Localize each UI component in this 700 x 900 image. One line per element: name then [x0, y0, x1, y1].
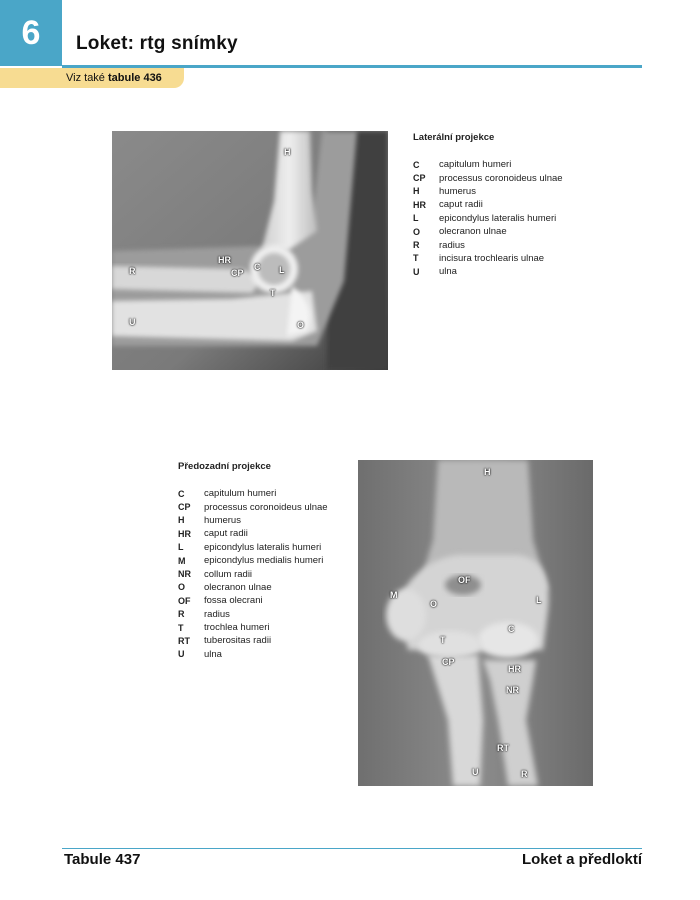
legend-description: radius	[204, 608, 230, 620]
legend-description: incisura trochlearis ulnae	[439, 252, 545, 264]
legend-row	[178, 594, 328, 607]
legend-description: fossa olecrani	[204, 595, 263, 607]
label-HR: HR	[218, 255, 231, 265]
legend-abbreviation: C	[178, 488, 185, 499]
legend-abbreviation: HR	[413, 199, 426, 210]
legend-description: processus coronoideus ulnae	[439, 172, 563, 184]
label-U: U	[472, 767, 479, 777]
legend-abbreviation: RT	[178, 635, 190, 646]
label-NR: NR	[506, 685, 519, 695]
label-OF: OF	[458, 575, 471, 585]
legend-abbreviation: OF	[178, 595, 191, 606]
label-L: L	[279, 265, 285, 275]
legend-description: humerus	[204, 514, 241, 526]
legend-abbreviation: O	[413, 226, 421, 237]
footer-divider	[62, 848, 642, 849]
legend-abbreviation: L	[178, 542, 184, 553]
section-title: Loket a předloktí	[521, 851, 642, 868]
legend-abbreviation: H	[413, 186, 420, 197]
ap-legend	[178, 461, 328, 661]
label-L: L	[536, 595, 542, 605]
legend-description: humerus	[439, 185, 476, 197]
label-R: R	[129, 266, 136, 276]
legend-description: trochlea humeri	[204, 622, 270, 634]
legend-description: caput radii	[439, 199, 483, 211]
label-H: H	[284, 147, 291, 157]
legend-description: epicondylus lateralis humeri	[204, 541, 322, 553]
lateral-legend	[413, 132, 563, 279]
legend-row	[178, 527, 328, 540]
legend-abbreviation: R	[413, 240, 420, 251]
legend-abbreviation: U	[178, 649, 185, 660]
see-also-reference[interactable]: tabule 436	[108, 72, 162, 84]
legend-row	[178, 541, 328, 554]
label-O: O	[430, 599, 438, 609]
legend-row	[178, 581, 328, 594]
see-also-prefix: Viz také	[66, 72, 105, 84]
legend-description: ulna	[204, 648, 222, 660]
legend-description: olecranon ulnae	[439, 226, 507, 238]
legend-row	[413, 198, 563, 211]
legend-row	[413, 265, 563, 278]
legend-abbreviation: NR	[178, 569, 191, 580]
legend-abbreviation: O	[178, 582, 186, 593]
legend-row	[413, 171, 563, 184]
legend-abbreviation: T	[178, 622, 184, 633]
ap-xray-image	[358, 460, 593, 786]
lateral-xray-graphic	[112, 131, 388, 370]
label-H: H	[484, 467, 491, 477]
legend-description: processus coronoideus ulnae	[204, 501, 328, 513]
label-T: T	[440, 635, 446, 645]
legend-abbreviation: C	[413, 159, 420, 170]
legend-abbreviation: R	[178, 609, 185, 620]
legend-row	[413, 212, 563, 225]
legend-row	[178, 608, 328, 621]
ap-xray-graphic	[358, 460, 593, 786]
legend-description: tuberositas radii	[204, 635, 272, 647]
lateral-legend-title: Laterální projekce	[413, 132, 495, 143]
label-M: M	[390, 590, 398, 600]
legend-abbreviation: CP	[413, 173, 426, 184]
legend-description: radius	[439, 239, 465, 251]
legend-description: capitulum humeri	[439, 159, 512, 171]
legend-abbreviation: H	[178, 515, 185, 526]
lateral-xray-image	[112, 131, 388, 370]
legend-row	[178, 621, 328, 634]
legend-description: epicondylus lateralis humeri	[439, 212, 557, 224]
see-also-tab[interactable]	[0, 68, 184, 88]
legend-description: caput radii	[204, 528, 248, 540]
legend-row	[178, 567, 328, 580]
legend-description: epicondylus medialis humeri	[204, 555, 324, 567]
label-C: C	[254, 262, 261, 272]
legend-row	[178, 514, 328, 527]
legend-abbreviation: U	[413, 266, 420, 277]
legend-description: olecranon ulnae	[204, 581, 272, 593]
legend-row	[178, 634, 328, 647]
plate-number: Tabule 437	[64, 851, 141, 868]
legend-row	[413, 238, 563, 251]
label-CP: CP	[442, 657, 455, 667]
legend-row	[178, 554, 328, 567]
page-title: Loket: rtg snímky	[76, 33, 238, 54]
label-C: C	[508, 624, 515, 634]
legend-row	[413, 225, 563, 238]
legend-description: collum radii	[204, 568, 253, 580]
ap-legend-title: Předozadní projekce	[178, 461, 271, 472]
label-T: T	[270, 288, 276, 298]
legend-abbreviation: M	[178, 555, 186, 566]
legend-row	[413, 158, 563, 171]
label-O: O	[297, 320, 305, 330]
legend-abbreviation: L	[413, 213, 419, 224]
legend-row	[413, 185, 563, 198]
label-R: R	[521, 769, 528, 779]
legend-row	[178, 500, 328, 513]
legend-abbreviation: T	[413, 253, 419, 264]
label-U: U	[129, 317, 136, 327]
legend-row	[178, 648, 328, 661]
legend-abbreviation: CP	[178, 502, 191, 513]
legend-row	[413, 252, 563, 265]
label-RT: RT	[497, 743, 509, 753]
legend-description: ulna	[439, 266, 457, 278]
legend-abbreviation: HR	[178, 528, 191, 539]
legend-description: capitulum humeri	[204, 488, 277, 500]
legend-row	[178, 487, 328, 500]
label-CP: CP	[231, 268, 244, 278]
label-HR: HR	[508, 664, 521, 674]
chapter-number-badge: 6	[0, 0, 62, 66]
